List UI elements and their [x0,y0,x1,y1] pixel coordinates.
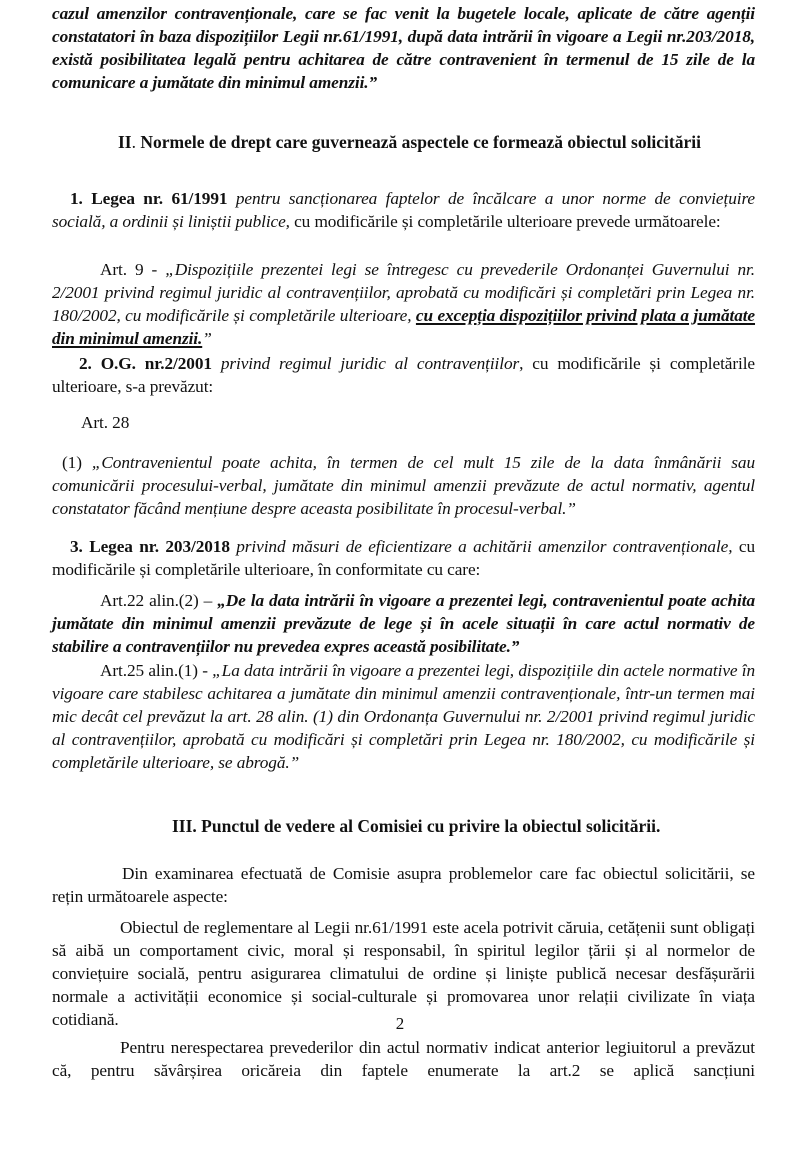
examination-block [52,862,755,908]
law-3-art-25 [52,659,755,774]
law-1-number: 1. [70,189,83,208]
examination-paragraph: Din examinarea efectuată de Comisie asupra problemelor care fac obiectul solicitării, se rețin următoarele aspecte: [52,864,755,906]
law-3-title: privind măsuri de eficientizare a achitării amenzilor contravenționale, [229,537,733,556]
section-2-heading [118,132,701,153]
art-9-quote: „Dispozițiile prezentei legi se întregesc cu prevederile Ordonanței Guvernului nr. 2/2001 privind regimul juridic al contravențiilor, aprobată cu modificări și completări prin Legea nr. 180/2002, cu modificările și completările ulterioare, [52,260,755,325]
law-2-art-28-para-block [52,451,755,520]
intro-quote-block [52,2,755,94]
law-2-name: O.G. nr.2/2001 [100,354,212,373]
section-2-dot: . [131,132,136,152]
art-28-para-quote: „Contravenientul poate achita, în termen de cel mult 15 zile de la data înmânării sau comunicării procesului-verbal, jumătate din minimul amenzii prevăzute de actul normativ, agentul constatator făcând mențiune despre aceasta posibilitate în procesul-verbal.” [52,453,755,518]
law-3-art-22-block [52,589,755,658]
section-2-roman: II [118,132,132,152]
art-22-quote: „De la data intrării în vigoare a prezentei legi, contravenientul poate achita jumătate din minimul amenzii prevăzute de lege și în acele situații în care actul normativ de stabilire a contravențiilor nu prevedea expres această posibilitate.” [52,591,755,656]
section-3-heading: III. Punctul de vedere al Comisiei cu privire la obiectul solicitării. [172,816,661,836]
law-2-title: privind regimul juridic al contravențiilor [211,354,520,373]
law-2-intro [52,352,755,398]
law-1-name: Legea nr. 61/1991 [91,189,228,208]
art-9-emphasis: cu excepția dispozițiilor privind plata a jumătate din minimul amenzii. [52,306,756,348]
law-3-art-22 [52,589,755,658]
art-28-para-label: (1) [62,453,92,472]
law-3-intro [52,535,755,581]
section-2-title: Normele de drept care guvernează aspectele ce formează obiectul solicitării [136,132,701,152]
law-3-number: 3. [70,537,83,556]
object-paragraph: Obiectul de reglementare al Legii nr.61/1991 este acela potrivit căruia, cetățenii sunt obligați să aibă un comportament civic, moral și responsabil, în spiritul legilor țării și al normelor de conviețuire socială, pentru asigurarea climatului de ordine și liniște publică necesar desfășurării normale a activității economice și social-culturale și promovarea unor relații civilizate în viața cotidiană. [52,918,755,1029]
sanctions-block [52,1036,755,1082]
art-22-label: Art.22 alin.(2) – [100,591,218,610]
law-1-rest: cu modificările și completările ulterioare prevede următoarele: [289,212,721,231]
page-number: 2 [395,1014,405,1033]
law-2-art-28-label-block [52,411,755,434]
art-25-quote: „La data intrării în vigoare a prezentei legi, dispozițiile din actele normative în vigoare care stabilesc achitarea a jumătate din minimul amenzii contravenționale, într-un termen mai mic decât cel prevăzut la art. 28 alin. (1) din Ordonanța Guvernului nr. 2/2001 privind regimul juridic al contravențiilor, aprobată cu modificări și completări prin Legea nr. 180/2002, cu modificările și completările ulterioare, se abrogă.” [52,661,756,772]
art-25-label: Art.25 alin.(1) - [100,661,213,680]
law-3-block [52,535,755,581]
law-3-name: Legea nr. 203/2018 [89,537,230,556]
law-2-number: 2. [79,354,92,373]
law-3-art-25-block [52,659,755,774]
intro-quote: cazul amenzilor contravenționale, care se fac venit la bugetele locale, aplicate de către agenții constatatori în baza dispozițiilor Legii nr.61/1991, după data intrării în vigoare a Legii nr.203/2018, există posibilitatea legală pentru achitarea de către contravenient în termenul de 15 zile de la comunicare a jumătate din minimul amenzii.” [52,4,755,92]
art-28-label: Art. 28 [81,413,130,432]
art-28-para-1 [52,451,755,520]
sanctions-paragraph: Pentru nerespectarea prevederilor din actul normativ indicat anterior legiuitorul a prevăzut că, pentru săvârșirea oricăreia din faptele enumerate la art.2 se aplică sancțiuni [52,1038,755,1080]
law-1-intro [52,187,755,233]
law-1-art-9 [52,258,755,350]
art-9-close: ” [202,329,212,348]
law-2-block [52,352,755,398]
law-1-art-9-block [52,258,755,350]
law-1-block [52,187,755,233]
law-2-rest: , cu modificările și completările ulterioare, s-a prevăzut: [52,354,755,396]
law-1-title: pentru sancționarea faptelor de încălcare a unor norme de conviețuire socială, a ordinii și liniștii publice, [52,189,755,231]
law-3-rest: cu modificările și completările ulterioare, în conformitate cu care: [52,537,755,579]
art-9-label: Art. 9 - [100,260,166,279]
